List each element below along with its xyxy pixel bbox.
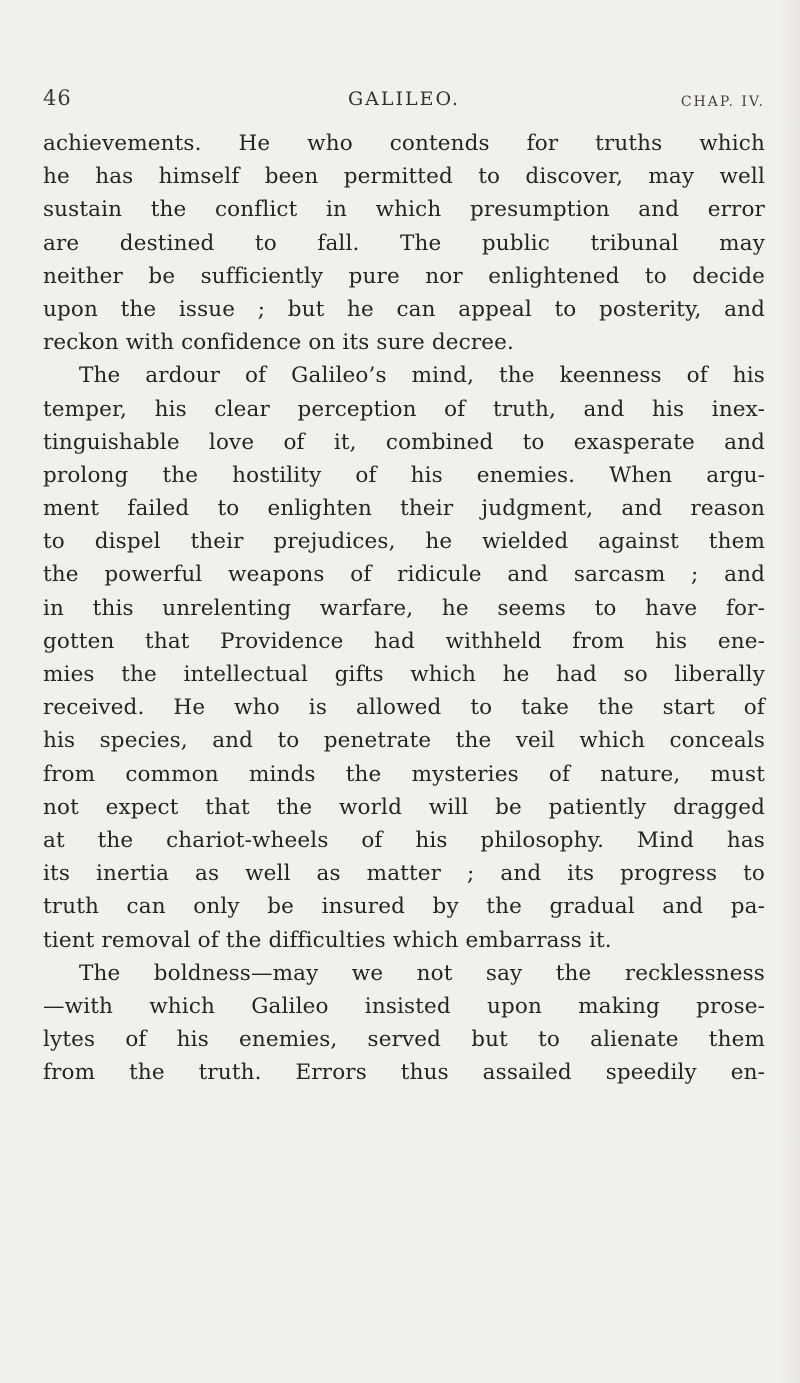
text-line: gotten that Providence had withheld from his ene- xyxy=(43,628,765,654)
text-line: reckon with confidence on its sure decree. xyxy=(43,330,515,356)
text-line: its inertia as well as matter ; and its progress to xyxy=(43,861,765,887)
chapter-label: CHAP. IV. xyxy=(680,94,765,110)
text-line: mies the intellectual gifts which he had so liberally xyxy=(43,662,765,687)
text-line: at the chariot-wheels of his philosophy. Mind has xyxy=(43,827,765,853)
text-line: The boldness—may we not say the recklessness xyxy=(79,960,765,986)
text-line: tient removal of the difficulties which embarrass it. xyxy=(43,927,612,953)
text-line: he has himself been permitted to discover, may well xyxy=(43,164,765,190)
body-text xyxy=(43,127,765,1089)
text-line: the powerful weapons of ridicule and sarcasm ; and xyxy=(43,562,765,588)
text-line: from common minds the mysteries of nature, must xyxy=(43,761,765,787)
text-line: lytes of his enemies, served but to alienate them xyxy=(43,1027,765,1053)
text-line: temper, his clear perception of truth, and his inex- xyxy=(43,396,765,422)
text-line: upon the issue ; but he can appeal to posterity, and xyxy=(43,296,765,322)
text-line: ment failed to enlighten their judgment, and reason xyxy=(43,496,765,522)
text-line: in this unrelenting warfare, he seems to have for- xyxy=(43,595,765,621)
text-line: his species, and to penetrate the veil which conceals xyxy=(43,728,765,754)
page-number: 46 xyxy=(43,86,72,110)
text-line: neither be sufficiently pure nor enlightened to decide xyxy=(43,263,765,289)
text-line: tinguishable love of it, combined to exasperate and xyxy=(43,429,765,455)
text-line: achievements. He who contends for truths which xyxy=(43,131,765,156)
text-line: are destined to fall. The public tribunal may xyxy=(43,230,765,256)
text-line: —with which Galileo insisted upon making prose- xyxy=(43,993,765,1019)
running-title: GALILEO. xyxy=(347,88,460,110)
running-head xyxy=(43,86,765,116)
text-line: truth can only be insured by the gradual and pa- xyxy=(43,894,765,920)
text-line: received. He who is allowed to take the start of xyxy=(43,695,765,721)
text-line: The ardour of Galileo’s mind, the keenness of his xyxy=(79,363,765,389)
text-line: sustain the conflict in which presumption and error xyxy=(43,197,765,223)
text-line: to dispel their prejudices, he wielded against them xyxy=(43,529,765,555)
text-line: prolong the hostility of his enemies. When argu- xyxy=(43,462,765,488)
page-edge-shadow xyxy=(778,0,800,1383)
text-line: not expect that the world will be patiently dragged xyxy=(43,794,765,820)
text-line: from the truth. Errors thus assailed speedily en- xyxy=(43,1060,765,1086)
